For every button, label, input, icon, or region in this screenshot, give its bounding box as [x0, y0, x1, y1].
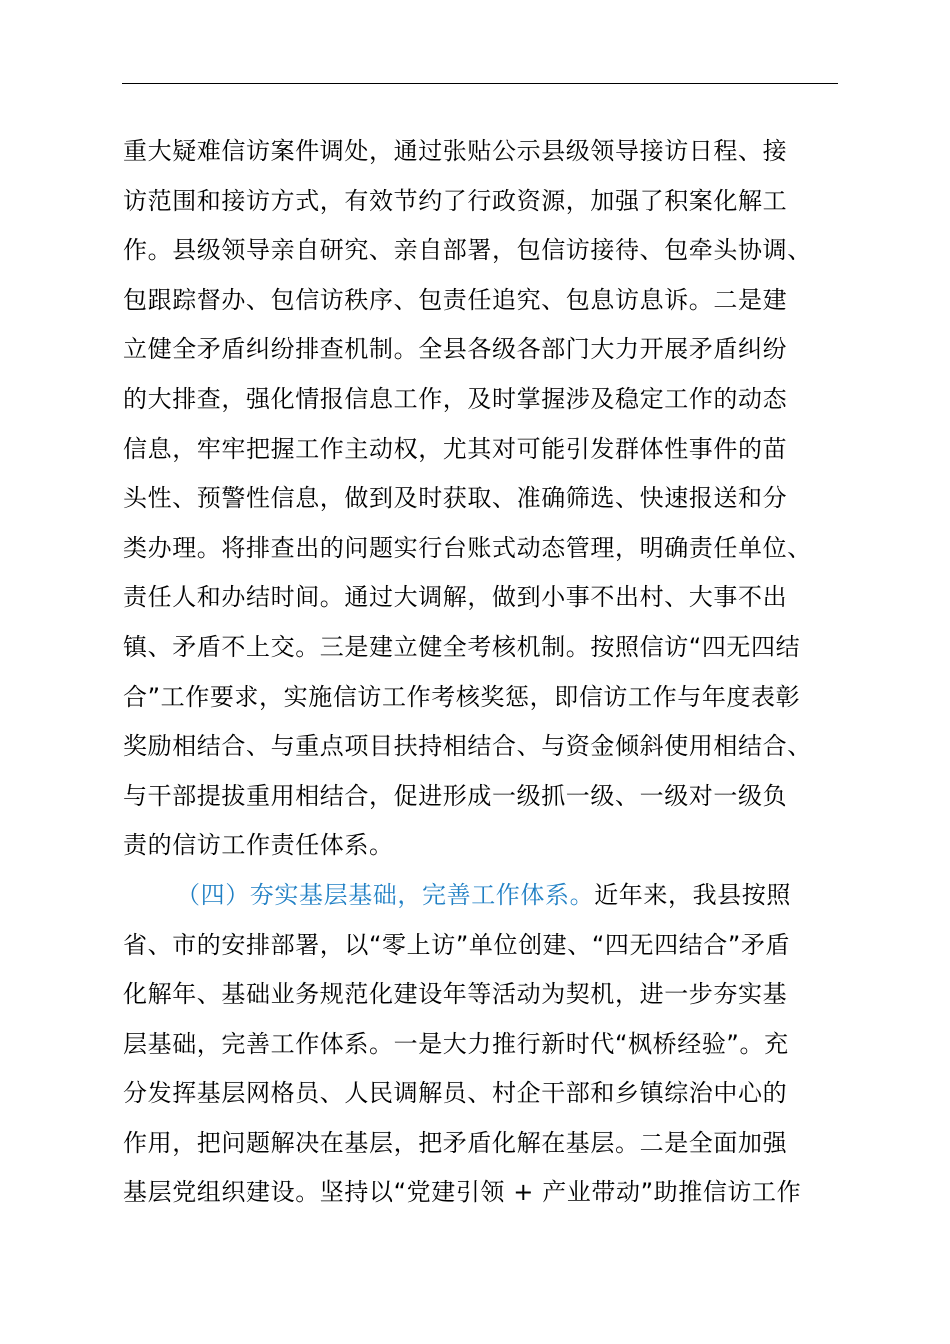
- text-line: 合”工作要求，实施信访工作考核奖惩，即信访工作与年度表彰: [123, 682, 801, 711]
- text-line: 化解年、基础业务规范化建设年等活动为契机，进一步夯实基: [123, 980, 788, 1009]
- text-line: 省、市的安排部署，以“零上访”单位创建、“四无四结合”矛盾: [123, 930, 791, 959]
- text-line: 包跟踪督办、包信访秩序、包责任追究、包息访息诉。二是建: [123, 285, 788, 314]
- section-heading: （四）夯实基层基础，完善工作体系。: [176, 880, 595, 909]
- text-line: 镇、矛盾不上交。三是建立健全考核机制。按照信访“四无四结: [123, 632, 801, 661]
- text-line: 的大排查，强化情报信息工作，及时掌握涉及稳定工作的动态: [123, 384, 788, 413]
- text-line: 责任人和办结时间。通过大调解，做到小事不出村、大事不出: [123, 583, 788, 612]
- text-line: 责的信访工作责任体系。: [123, 831, 394, 860]
- text-line: 奖励相结合、与重点项目扶持相结合、与资金倾斜使用相结合、: [123, 732, 812, 761]
- text-line: 层基础，完善工作体系。一是大力推行新时代“枫桥经验”。充: [123, 1029, 789, 1058]
- header-rule: [122, 83, 838, 84]
- text-line: 头性、预警性信息，做到及时获取、准确筛选、快速报送和分: [123, 484, 788, 513]
- text-line: 与干部提拔重用相结合，促进形成一级抓一级、一级对一级负: [123, 781, 788, 810]
- text-line: 分发挥基层网格员、人民调解员、村企干部和乡镇综治中心的: [123, 1079, 788, 1108]
- section-first-line-rest: 近年来，我县按照: [594, 880, 792, 909]
- text-line: 作用，把问题解决在基层，把矛盾化解在基层。二是全面加强: [123, 1128, 788, 1157]
- text-line: 立健全矛盾纠纷排查机制。全县各级各部门大力开展矛盾纠纷: [123, 335, 788, 364]
- body-text: [123, 127, 843, 1218]
- text-line: 重大疑难信访案件调处，通过张贴公示县级领导接访日程、接: [123, 137, 788, 165]
- text-line: 基层党组织建设。坚持以“党建引领 + 产业带动”助推信访工作: [123, 1178, 802, 1207]
- text-line: 类办理。将排查出的问题实行台账式动态管理，明确责任单位、: [123, 533, 812, 562]
- section-first-line: [123, 871, 843, 921]
- text-line: 信息，牢牢把握工作主动权，尤其对可能引发群体性事件的苗: [123, 434, 788, 463]
- text-line: 作。县级领导亲自研究、亲自部署，包信访接待、包牵头协调、: [123, 236, 812, 265]
- text-line: 访范围和接访方式，有效节约了行政资源，加强了积案化解工: [123, 186, 788, 215]
